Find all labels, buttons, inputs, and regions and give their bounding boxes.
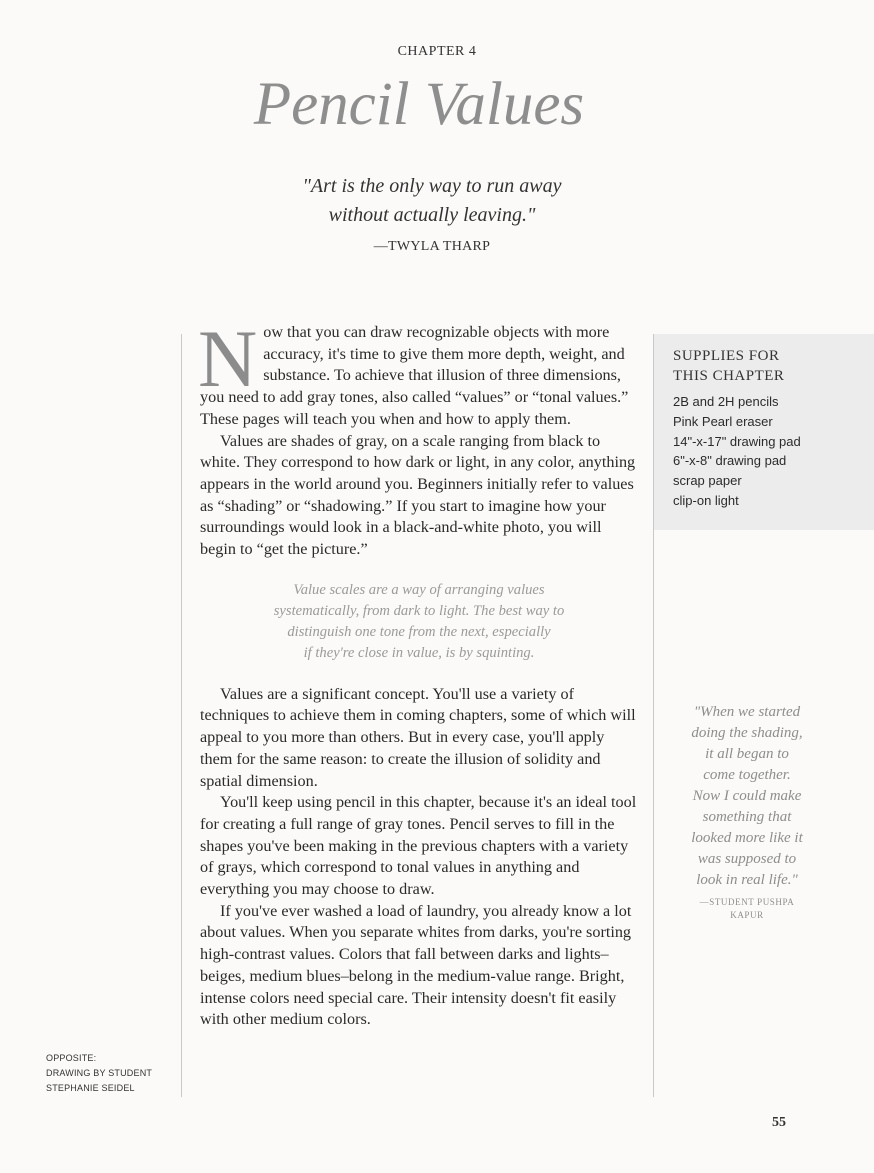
paragraph-1-text: ow that you can draw recognizable objects with more accuracy, it's time to give them more depth, weight, and substance. To achieve that illusion of three dimensions, you need to add gray tones, also called “values” or “tonal values.” These pages will teach you when and how to apply them. (200, 323, 629, 428)
paragraph-5: If you've ever washed a load of laundry, you already know a lot about values. When you separate whites from darks, you're sorting high-contrast values. Colors that fall between darks and lights–beiges, medium blues–belong in the medium-value range. Bright, intense colors need special care. Their intensity doesn't fit easily with other medium colors. (200, 901, 632, 1029)
student-quote-line: doing the shading, (691, 725, 803, 741)
student-quote-author-line: —STUDENT PUSHPA (699, 897, 795, 907)
epigraph-quote (200, 172, 664, 230)
epigraph-author: —TWYLA THARP (373, 239, 491, 254)
supplies-item: Pink Pearl eraser (673, 413, 773, 429)
student-quote-line: Now I could make (692, 788, 802, 804)
student-quote-line: it all began to (705, 746, 789, 762)
body-text (198, 313, 638, 1031)
student-quote-line: looked more like it (691, 830, 803, 846)
student-quote-author (664, 896, 830, 922)
student-quote-line: look in real life." (696, 872, 798, 888)
pull-quote-line: Value scales are a way of arranging values (293, 581, 545, 598)
chapter-title: Pencil Values (253, 71, 585, 138)
page-number: 55 (772, 1115, 786, 1130)
caption-line: OPPOSITE: (46, 1053, 97, 1063)
left-column-rule (181, 334, 182, 1097)
caption-line: STEPHANIE SEIDEL (46, 1083, 135, 1093)
pull-quote-line: distinguish one tone from the next, especially (287, 623, 551, 640)
supplies-item: 14"-x-17" drawing pad (673, 433, 801, 449)
drop-cap: N (198, 313, 258, 404)
supplies-item: clip-on light (673, 492, 739, 508)
epigraph-line: without actually leaving." (328, 204, 536, 226)
student-quote-line: was supposed to (697, 851, 797, 867)
student-quote-line: something that (702, 809, 792, 825)
caption-line: DRAWING BY STUDENT (46, 1068, 153, 1078)
epigraph-line: "Art is the only way to run away (302, 175, 562, 197)
paragraph-4: You'll keep using pencil in this chapter, because it's an ideal tool for creating a full range of gray tones. Pencil serves to fill in the shapes you've been making in the previous chapters with a variety of grays, which correspond to tonal values in anything and everything you may choose to draw. (200, 793, 637, 899)
pull-quote-line: if they're close in value, is by squinting. (303, 644, 535, 661)
paragraph-2: Values are shades of gray, on a scale ranging from black to white. They correspond to how dark or light, in any color, anything appears in the world around you. Beginners initially refer to values as “shading” or “shadowing.” If you start to imagine how your surroundings would look in a black-and-white photo, you will begin to “get the picture.” (200, 431, 636, 559)
supplies-heading (673, 346, 784, 386)
paragraph-3: Values are a significant concept. You'll use a variety of techniques to achieve them in coming chapters, some of which will appeal to you more than others. But in every case, you'll apply them for the same reason: to create the illusion of solidity and spatial dimension. (200, 684, 636, 790)
chapter-label: CHAPTER 4 (397, 44, 477, 59)
student-quote-line: "When we started (693, 704, 801, 720)
paragraph-1 (198, 313, 638, 431)
supplies-item: 6"-x-8" drawing pad (673, 453, 787, 469)
pull-quote (228, 580, 610, 664)
image-caption (46, 1051, 152, 1096)
supplies-heading-line: THIS CHAPTER (673, 368, 785, 384)
student-quote-author-line: KAPUR (730, 910, 764, 920)
student-quote-line: come together. (703, 767, 791, 783)
supplies-list (673, 392, 801, 511)
student-quote (664, 702, 830, 891)
pull-quote-line: systematically, from dark to light. The best way to (273, 602, 565, 619)
supplies-item: scrap paper (673, 473, 742, 489)
supplies-item: 2B and 2H pencils (673, 394, 779, 409)
supplies-heading-line: SUPPLIES FOR (673, 348, 780, 364)
